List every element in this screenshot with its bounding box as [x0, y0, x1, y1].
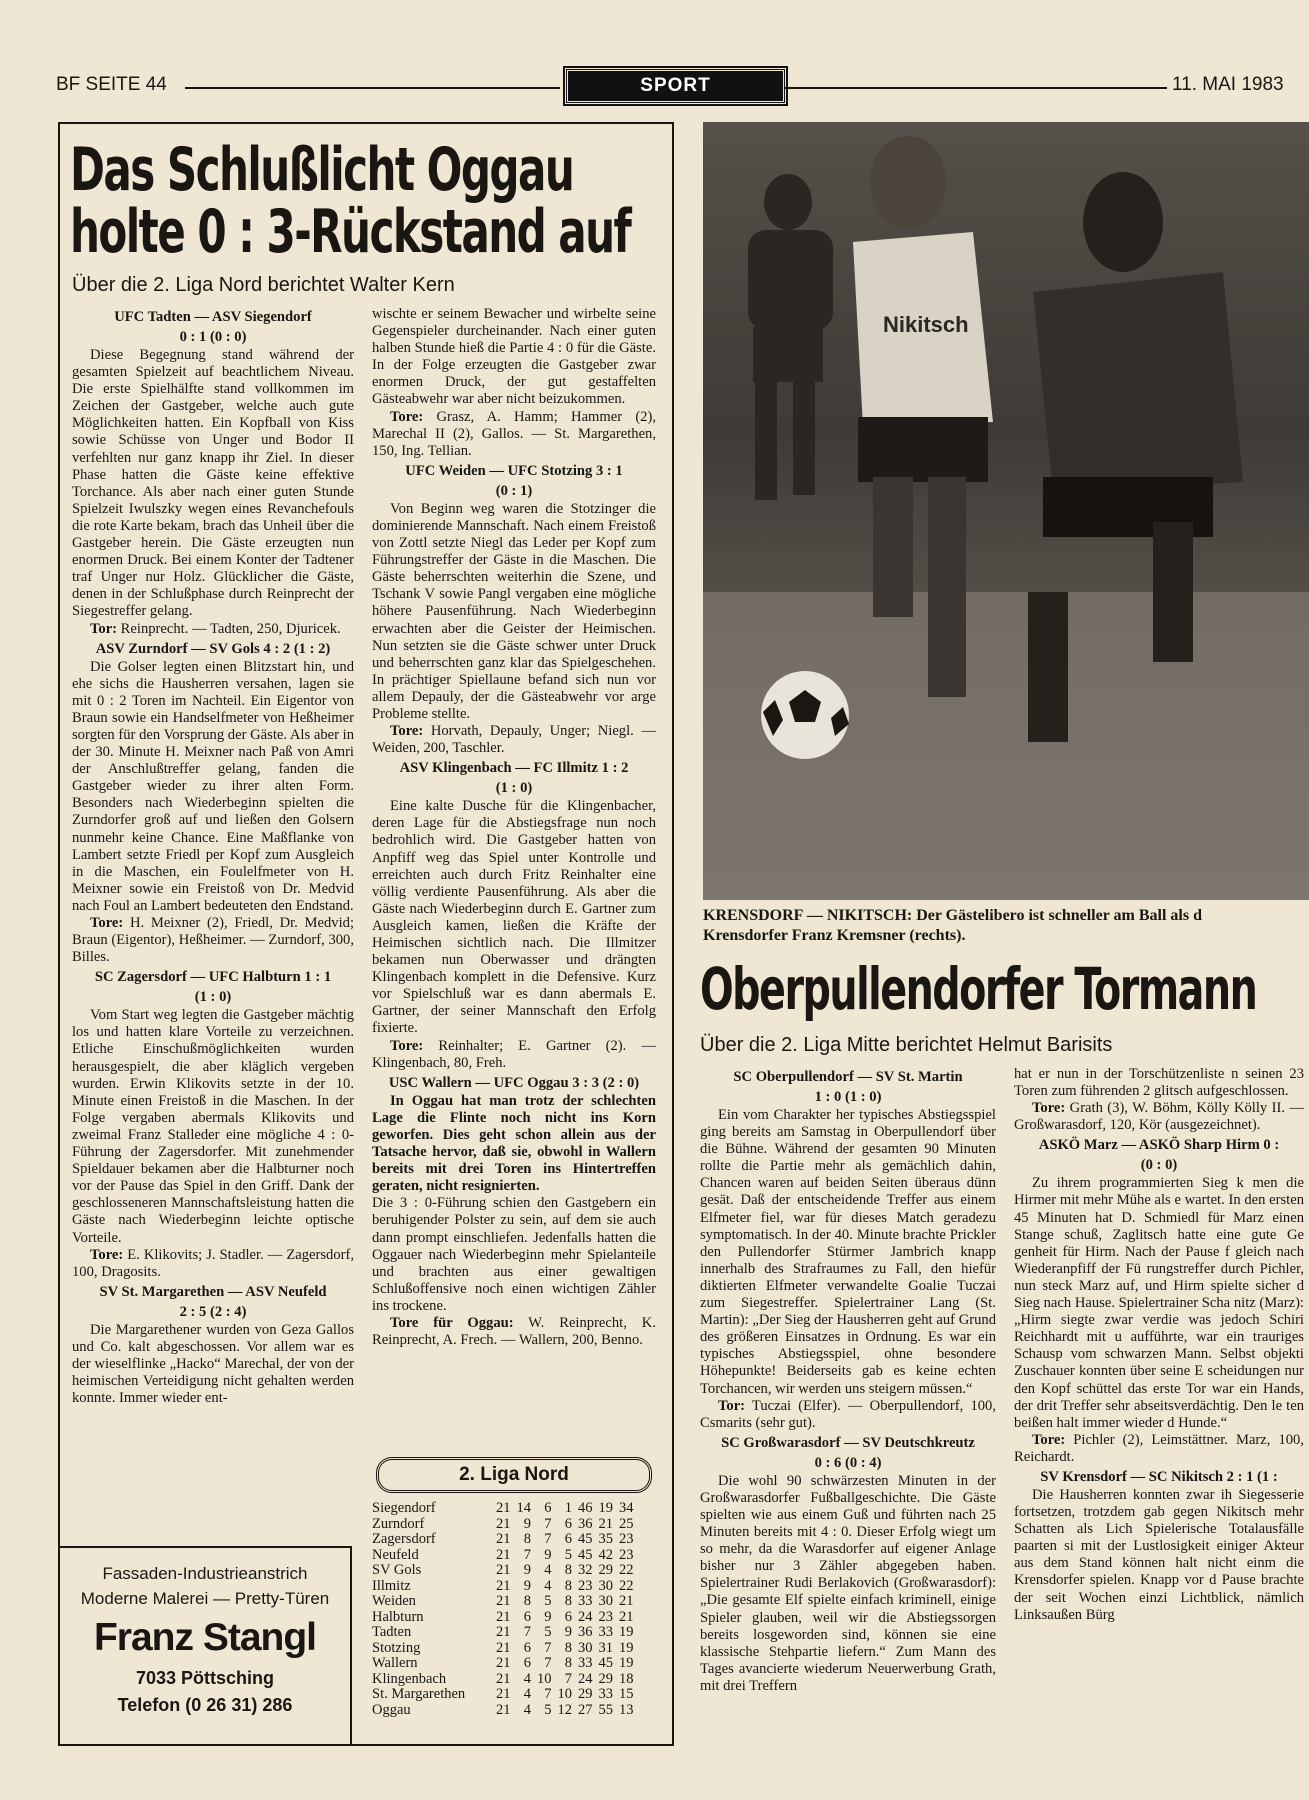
match-heading: ASV Zurndorf — SV Gols 4 : 2 (1 : 2) — [95, 640, 331, 657]
table-cell: 14 — [516, 1500, 531, 1516]
article-column-1 — [72, 306, 354, 1407]
paragraph: Vom Start weg legten die Gastgeber mächtig los und hatten klare Vorteile zu verzeichnen. Etliche Einschußmöglichkeiten wurden herausgespielt, die aber kläglich vergeben wurden. Erwin Klikovits setzte in der 10. Minute einen Freistoß in die Maschen. In der Folge vergaben abermals Klikovits und zweimal Franz Stalleder eine mögliche 4 : 0-Führung der Zagersdorfer. Mit zunehmender Spieldauer bekamen aber die Halbturner noch vor der Pause das Spiel in den Griff. Dank der geschlosseneren Mannschaftsleistung hatten die Gäste nach Wiederbeginn leichte optische Vorteile. — [72, 1007, 354, 1246]
match-heading: USC Wallern — UFC Oggau 3 : 3 (2 : 0) — [388, 1074, 640, 1091]
league-standings — [372, 1501, 637, 1718]
table-cell: 23 — [619, 1546, 634, 1563]
scorers-label: Tore für Oggau: — [390, 1314, 514, 1331]
team-name: St. Margarethen — [372, 1686, 466, 1702]
football — [761, 671, 849, 759]
paragraph: Eine kalte Dusche für die Klingenbacher, deren Lage für die Abstiegsfrage nun noch bedrohlich wird. Die Gastgeber hatten von Anpfiff weg das Spiel unter Kontrolle und erreichten auch durch Fritz Reinhalter eine völlig verdiente Pausenführung. Als aber die Gäste nach Wiederbeginn durch E. Gartner zum Ausgleich kamen, ließen die Kräfte der Heimischen sichtlich nach. Die Illmitzer bekamen nun Oberwasser und drängten Klingenbach komplett in die Defensive. Kurz vor Spielschluß war es dann abermals E. Gartner, der seiner Mannschaft den Erfolg fixierte. — [372, 798, 656, 1037]
paragraph: Ein vom Charakter her typisches Abstiegsspiel ging bereits am Samstag in Oberpullendorf über die Bühne. Während der gesamten 90 Minuten rollte die Partie mehr als gemächlich dahin, Chancen waren auf beiden Seiten überaus dünn gesät. Daß der entscheidende Treffer aus einem Elfmeter fiel, war für dieses Match geradezu symptomatisch. In der 40. Minute brachte Prickler den Pullendorfer Stürmer Jambrich knapp innerhalb des Strafraumes zu Fall, den hiefür diktierten Elfmeter verwandelte Goalie Tuczai zum Siegestreffer. Spielertrainer Lang (St. Martin): „Der Sieg der Hausherren geht auf Grund des größeren Einsatzes in Ordnung. Es war ein typisches Abstiegsspiel, ohne besondere Höhepunkte! Beiderseits gab es keine echten Torchancen, wir werden uns steigern müssen.“ — [700, 1107, 996, 1397]
match-heading: ASKÖ Marz — ASKÖ Sharp Hirm 0 : — [1038, 1137, 1280, 1154]
table-cell: 33 — [598, 1624, 613, 1640]
ad-name: Franz Stangl — [93, 1616, 317, 1659]
table-cell: 30 — [598, 1577, 613, 1594]
table-cell: 9 — [544, 1608, 552, 1625]
match-heading: 1 : 0 (1 : 0) — [814, 1089, 882, 1105]
section-label: SPORT — [565, 68, 786, 104]
paragraph: Von Beginn weg waren die Stotzinger die dominierende Mannschaft. Nach einem Freistoß von Zottl setzte Niegl das Leder per Kopf zum Führungstreffer der Gäste in die Maschen. Die Gäste beherrschten weiterhin die Szene, und Tschank V sowie Pangl vergaben eine mögliche höhere Pausenführung. Nach Wiederbeginn erwachten aber die Geister der Heimischen. Nun setzten sie die Gäste schwer unter Druck und beherrschten ganz klar das Spielgeschehen. In prächtiger Spiellaune befand sich nun vor allem Depauly, der die Gästeabwehr vor arge Probleme stellte. — [372, 500, 656, 722]
table-cell: 6 — [523, 1655, 531, 1671]
table-cell: 21 — [496, 1562, 511, 1578]
scorers-label: Tore: — [90, 915, 124, 931]
photo-caption-line-2: Krensdorfer Franz Kremsner (rechts). — [703, 927, 966, 944]
scorers-label: Tore: — [1032, 1431, 1066, 1448]
team-name: Weiden — [372, 1593, 416, 1609]
table-cell: 18 — [619, 1670, 634, 1687]
match-heading: SC Großwarasdorf — SV Deutschkreutz — [721, 1434, 975, 1451]
table-row — [372, 1548, 637, 1564]
team-name: SV Gols — [372, 1562, 422, 1578]
paragraph: Die Golser legten einen Blitzstart hin, und ehe sichs die Hausherren versahen, lagen sie mit 0 : 2 Toren im Nachteil. Ein Eigentor von Braun sowie ein Handselfmeter von Heßheimer sorgten für den Vorsprung der Gäste. Als aber in der 30. Minute H. Meixner nach Paß von Amri der Anschlußtreffer gelang, fanden die Gastgeber wieder zu ihrer alten Form. Besonders nach Wiederbeginn spielten die Zurndorfer groß auf und ließen den Golsern nunmehr keine Chance. Eine Maßflanke von Lambert setzte Friedl per Kopf zum Ausgleich in die Maschen, ein Foulelfmeter von H. Meixner sowie ein Freistoß von Dr. Medvid nach Foul an Lambert bedeuteten den Endstand. — [72, 658, 354, 914]
team-name: Tadten — [372, 1624, 412, 1640]
table-cell: 21 — [496, 1670, 511, 1687]
table-cell: 6 — [544, 1500, 552, 1516]
table-row — [372, 1563, 637, 1579]
scorers-text: E. Klikovits; J. Stadler. — Zagersdorf, 100, Dragosits. — [72, 1246, 354, 1280]
table-cell: 29 — [598, 1562, 613, 1578]
team-name: Oggau — [372, 1701, 411, 1718]
article-2-column-1 — [700, 1066, 996, 1695]
table-cell: 24 — [578, 1608, 593, 1625]
table-cell: 7 — [523, 1546, 531, 1563]
match-heading: SV St. Margarethen — ASV Neufeld — [99, 1283, 327, 1300]
table-cell: 4 — [523, 1670, 531, 1687]
table-cell: 21 — [496, 1500, 511, 1516]
table-cell: 4 — [523, 1686, 531, 1702]
match-heading: UFC Weiden — UFC Stotzing 3 : 1 — [405, 462, 623, 479]
table-cell: 27 — [578, 1701, 593, 1718]
table-cell: 21 — [496, 1531, 511, 1547]
table-cell: 9 — [544, 1546, 552, 1563]
scorers-label: Tore: — [390, 408, 424, 425]
headline-line-2: holte 0 : 3-Rückstand auf — [70, 197, 631, 267]
table-cell: 7 — [544, 1531, 552, 1547]
table-cell: 34 — [619, 1500, 634, 1516]
table-cell: 29 — [578, 1686, 593, 1702]
match-heading: (1 : 0) — [194, 989, 232, 1006]
scorers-text: Grath (3), W. Böhm, Kölly Kölly II. — Großwarasdorf, 120, Kör (ausgezeichnet). — [1014, 1100, 1304, 1134]
scorers-text: W. Reinprecht, K. Reinprecht, A. Frech. — Wallern, 200, Benno. — [372, 1314, 656, 1349]
match-heading: (0 : 1) — [495, 482, 533, 499]
table-cell: 8 — [564, 1577, 572, 1594]
table-cell: 21 — [496, 1686, 511, 1702]
scorers-text: Grasz, A. Hamm; Hammer (2), Marechal II (2), Gallos. — St. Margarethen, 150, Ing. Tellian. — [372, 408, 656, 459]
advertisement — [58, 1546, 352, 1746]
paragraph: Die wohl 90 schwärzesten Minuten in der Großwarasdorfer Fußballgeschichte. Die Gäste spielten wie aus einem Guß und führten nach 25 Minuten bereits mit 4 : 0. Dieser Erfolg wiegt um so mehr, da die Warasdorfer auf eigener Anlage bisher nur 3 Zähler abgegeben haben. Spielertrainer Rudi Berlakovich (Großwarasdorf): „Die gesamte Elf spielte einfach kriminell, einige Spieler glauben, weil wir die Abstiegssorgen bereits losgeworden sind, können sie eine klassische Stehpartie liefern.“ Zum Mann des Tages avancierte wiederum Neuerwerbung Grath, mit drei Treffern — [700, 1472, 996, 1694]
table-cell: 45 — [598, 1655, 613, 1671]
table-cell: 7 — [544, 1515, 552, 1532]
scorers-label: Tore: — [390, 1037, 424, 1054]
table-cell: 21 — [496, 1655, 511, 1671]
table-cell: 10 — [537, 1670, 552, 1687]
table-cell: 4 — [523, 1701, 531, 1718]
scorers-line — [372, 1038, 656, 1072]
scorers-text: Pichler (2), Leimstättner. Marz, 100, Reichardt. — [1014, 1431, 1304, 1465]
table-cell: 1 — [564, 1500, 572, 1516]
team-name: Zurndorf — [372, 1515, 425, 1532]
issue-date: 11. MAI 1983 — [1172, 74, 1284, 95]
ad-city: 7033 Pöttsching — [135, 1668, 275, 1688]
scorers-text: Reinhalter; E. Gartner (2). — Klingenbach, 80, Freh. — [372, 1037, 656, 1071]
photo-caption-line-1: KRENSDORF — NIKITSCH: Der Gästelibero ist schneller am Ball als d — [703, 907, 1202, 924]
match-heading: 0 : 1 (0 : 0) — [179, 329, 247, 345]
scorers-line — [700, 1398, 996, 1432]
paragraph: Zu ihrem programmierten Sieg k men die Hirmer mit mehr Mühe als e wartet. In den ersten 45 Minuten hat D. Schmiedl für Marz einen Stange schuß, Zaglitsch hatte eine gute Ge genheit für Hirm. Nach der Pause f gleich nach Wiederanpfiff der Fü rungstreffer durch Pichler, nun steck Marz auf, und Hirm spielte sicher d Sieg nach Hause. Spielertrainer Scha nitz (Marz): „Hirm siegte zwar verdie was jedoch Schiri Reichhardt mit u aufführte, war ein trauriges Schausp vom schwarzen Mann. Selbst objekti Zuschauer konnten über seine E scheidungen nur den Kopf schüttel das erste Tor war ein Hands, der drit Treffer sehr abseitsverdächtig. Den le ten beißen halt immer wieder d Hunde.“ — [1014, 1175, 1304, 1431]
scorers-line — [72, 1247, 354, 1281]
team-name: Klingenbach — [372, 1670, 447, 1687]
scorers-label: Tor: — [718, 1397, 746, 1414]
table-cell: 21 — [496, 1593, 511, 1609]
shirt-lettering: Nikitsch — [883, 312, 969, 337]
table-cell: 45 — [578, 1531, 593, 1547]
table-cell: 23 — [578, 1577, 593, 1594]
table-cell: 22 — [619, 1577, 634, 1594]
paragraph: Die Margarethener wurden von Geza Gallos und Co. kalt abgeschossen. Vor allem war es der wieselflinke „Hacko“ Marechal, der von der heimischen Verteidigung nicht gehalten werden konnte. Immer wieder ent- — [72, 1321, 354, 1407]
team-name: Neufeld — [372, 1546, 419, 1563]
table-cell: 8 — [564, 1562, 572, 1578]
table-cell: 30 — [578, 1639, 593, 1656]
table-cell: 36 — [578, 1624, 593, 1640]
table-cell: 21 — [619, 1593, 634, 1609]
table-cell: 6 — [523, 1608, 531, 1625]
table-row — [372, 1625, 637, 1641]
paragraph-continued: wischte er seinem Bewacher und wirbelte seine Gegenspieler durcheinander. Nach einer guten halben Stunde hieß die Partie 4 : 0 für die Gäste. In der Folge erzeugten die Gastgeber zwar enormen Druck, der gut gestaffelten Gästeabwehr war aber nicht beizukommen. — [372, 306, 656, 408]
league-table — [372, 1457, 658, 1718]
article-2-column-2 — [1014, 1066, 1304, 1624]
table-cell: 7 — [544, 1655, 552, 1671]
table-row — [372, 1610, 637, 1626]
scorers-label: Tore: — [390, 723, 424, 740]
header-rule-right — [785, 87, 1167, 89]
table-cell: 19 — [619, 1655, 634, 1671]
table-row — [372, 1517, 637, 1533]
table-cell: 21 — [496, 1701, 511, 1718]
table-cell: 8 — [564, 1593, 572, 1609]
table-cell: 6 — [523, 1639, 531, 1656]
table-cell: 25 — [619, 1515, 634, 1532]
table-cell: 10 — [557, 1686, 572, 1702]
match-heading: SC Oberpullendorf — SV St. Martin — [733, 1069, 963, 1085]
table-cell: 5 — [544, 1701, 552, 1718]
page-number: BF SEITE 44 — [56, 74, 167, 95]
article-column-2 — [372, 306, 656, 1349]
table-cell: 5 — [544, 1624, 552, 1640]
match-heading: 0 : 6 (0 : 4) — [814, 1454, 882, 1471]
team-name: Siegendorf — [372, 1500, 436, 1516]
match-heading: UFC Tadten — ASV Siegendorf — [114, 309, 312, 325]
table-cell: 22 — [619, 1562, 634, 1578]
table-row — [372, 1703, 637, 1719]
table-cell: 9 — [523, 1577, 531, 1594]
scorers-line — [72, 621, 354, 638]
table-cell: 8 — [523, 1531, 531, 1547]
table-cell: 8 — [564, 1655, 572, 1671]
table-row — [372, 1532, 637, 1548]
table-cell: 9 — [523, 1562, 531, 1578]
team-name: Halbturn — [372, 1608, 424, 1625]
team-name: Wallern — [372, 1655, 418, 1671]
table-cell: 7 — [544, 1686, 552, 1702]
ad-line-1: Fassaden-Industrieanstrich — [102, 1564, 308, 1583]
table-cell: 13 — [619, 1701, 634, 1718]
table-cell: 6 — [564, 1531, 572, 1547]
table-row — [372, 1656, 637, 1672]
scorers-line — [72, 915, 354, 966]
table-cell: 4 — [544, 1562, 552, 1578]
table-cell: 55 — [598, 1701, 613, 1718]
table-cell: 6 — [564, 1515, 572, 1532]
table-cell: 7 — [564, 1670, 572, 1687]
table-cell: 33 — [578, 1655, 593, 1671]
table-cell: 29 — [598, 1670, 613, 1687]
scorers-line — [372, 409, 656, 460]
table-cell: 24 — [578, 1670, 593, 1687]
table-row — [372, 1687, 637, 1703]
table-cell: 33 — [578, 1593, 593, 1609]
table-cell: 42 — [598, 1546, 613, 1563]
table-cell: 7 — [544, 1639, 552, 1656]
table-cell: 19 — [619, 1639, 634, 1656]
table-cell: 23 — [619, 1531, 634, 1547]
table-row — [372, 1579, 637, 1595]
table-row — [372, 1501, 637, 1517]
table-cell: 21 — [496, 1515, 511, 1532]
table-cell: 32 — [578, 1562, 593, 1578]
match-heading: ASV Klingenbach — FC Illmitz 1 : 2 — [399, 760, 629, 777]
paragraph-continued: Die 3 : 0-Führung schien den Gastgebern ein beruhigender Polster zu sein, auf dem sie auch dann prompt einschliefen. Jedenfalls hatten die Oggauer nach Wiederbeginn mehr Spielanteile und brachten aus einer gewaltigen Schlußoffensive noch einen wichtigen Zähler ins trockene. — [372, 1195, 656, 1314]
match-heading: SV Krensdorf — SC Nikitsch 2 : 1 (1 : — [1040, 1468, 1278, 1485]
table-row — [372, 1641, 637, 1657]
scorers-text: Tuczai (Elfer). — Oberpullendorf, 100, Csmarits (sehr gut). — [700, 1397, 996, 1431]
table-cell: 21 — [496, 1639, 511, 1656]
headline-line-1: Das Schlußlicht Oggau — [70, 135, 574, 205]
table-cell: 6 — [564, 1608, 572, 1625]
table-cell: 15 — [619, 1686, 634, 1702]
match-photo-illustration — [703, 122, 1309, 900]
table-cell: 9 — [564, 1624, 572, 1640]
table-cell: 21 — [496, 1577, 511, 1594]
paragraph-continued: hat er nun in der Torschützenliste n seinen 23 Toren zum führenden 2 glitsch aufgeschlossen. — [1014, 1066, 1304, 1100]
table-cell: 30 — [598, 1593, 613, 1609]
scorers-text: Reinprecht. — Tadten, 250, Djuricek. — [117, 620, 341, 637]
headline-article-2: Oberpullendorfer Tormann — [700, 955, 1257, 1023]
league-table-title: 2. Liga Nord — [376, 1457, 652, 1493]
team-name: Stotzing — [372, 1639, 421, 1656]
table-cell: 12 — [557, 1701, 572, 1718]
ad-phone: Telefon (0 26 31) 286 — [117, 1695, 293, 1715]
table-cell: 19 — [598, 1500, 613, 1516]
paragraph: In Oggau hat man trotz der schlechten Lage die Flinte noch nicht ins Korn geworfen. Dies geht schon allein aus der Tatsache hervor, daß sie, obwohl in Wallern bereits mit drei Toren ins Hintertreffen geraten, nicht resignierten. — [372, 1092, 656, 1195]
table-cell: 8 — [523, 1593, 531, 1609]
table-cell: 8 — [564, 1639, 572, 1656]
scorers-label: Tore: — [1032, 1100, 1066, 1117]
scorers-line — [372, 1315, 656, 1349]
table-cell: 31 — [598, 1639, 613, 1656]
table-cell: 35 — [598, 1531, 613, 1547]
paragraph: Die Hausherren konnten zwar ih Siegesserie fortsetzen, trotzdem gab gegen Nikitsch mehr Schatten als Lich Spielerische Totalausfälle paarten si mit der Lustlosigkeit einiger Akteur aus dem Stand können halt nicht einm die Krensdorfer spielen. Knapp vor d Pause brachte der seit Wochen einzi Lichtblick, nämlich Linksaußen Bürg — [1014, 1486, 1304, 1623]
match-heading: 2 : 5 (2 : 4) — [179, 1303, 247, 1320]
table-cell: 21 — [598, 1515, 613, 1532]
scorers-line — [372, 723, 656, 757]
table-cell: 46 — [578, 1500, 593, 1516]
match-photo — [703, 122, 1309, 900]
ad-line-2: Moderne Malerei — Pretty-Türen — [80, 1589, 330, 1608]
match-heading: SC Zagersdorf — UFC Halbturn 1 : 1 — [94, 969, 332, 986]
table-cell: 19 — [619, 1624, 634, 1640]
paragraph: Diese Begegnung stand während der gesamten Spielzeit auf beachtlichem Niveau. Die erste Spielhälfte stand vollkommen im Zeichen der Gastgeber, welche auch gute Möglichkeiten hatten. Ein Kopfball von Kiss sowie Schüsse von Unger und Bodor II verfehlten nur ganz knapp ihr Ziel. In dieser Phase hatten die Gäste keine effektive Torchance. Als aber nach einer guten Stunde Spielzeit Iwulszky wegen eines Revanchefouls die rote Karte bekam, brach das Unheil über die Gastgeber herein. Die Gäste erzeugten nun enormen Druck. Bei einem Konter der Tadtener traf Unger nur Holz. Glücklicher die Gäste, denen in der Schlußphase durch Reinprecht der Siegestreffer gelang. — [72, 347, 354, 620]
table-row — [372, 1594, 637, 1610]
scorers-label: Tore: — [90, 1246, 124, 1263]
article-2-subhead: Über die 2. Liga Mitte berichtet Helmut Barisits — [700, 1034, 1113, 1056]
table-cell: 21 — [496, 1624, 511, 1640]
table-cell: 4 — [544, 1577, 552, 1594]
table-cell: 33 — [598, 1686, 613, 1702]
scorers-line — [1014, 1100, 1304, 1134]
table-cell: 21 — [619, 1608, 634, 1625]
team-name: Illmitz — [372, 1577, 411, 1594]
table-cell: 45 — [578, 1546, 593, 1563]
scorers-text: Horvath, Depauly, Unger; Niegl. — Weiden, 200, Taschler. — [372, 723, 656, 757]
match-heading: (0 : 0) — [1140, 1157, 1178, 1174]
header-rule-left — [185, 87, 560, 89]
table-cell: 21 — [496, 1546, 511, 1563]
table-cell: 5 — [544, 1593, 552, 1609]
scorers-line — [1014, 1432, 1304, 1466]
table-cell: 23 — [598, 1608, 613, 1625]
table-cell: 21 — [496, 1608, 511, 1625]
table-row — [372, 1672, 637, 1688]
scorers-label: Tor: — [90, 620, 118, 637]
table-cell: 7 — [523, 1624, 531, 1640]
scorers-text: H. Meixner (2), Friedl, Dr. Medvid; Braun (Eigentor), Heßheimer. — Zurndorf, 300, Billes. — [72, 915, 354, 966]
match-heading: (1 : 0) — [495, 780, 533, 797]
table-cell: 5 — [564, 1546, 572, 1563]
team-name: Zagersdorf — [372, 1531, 436, 1547]
table-cell: 36 — [578, 1515, 593, 1532]
table-cell: 9 — [523, 1515, 531, 1532]
article-subhead: Über die 2. Liga Nord berichtet Walter Kern — [72, 274, 455, 296]
